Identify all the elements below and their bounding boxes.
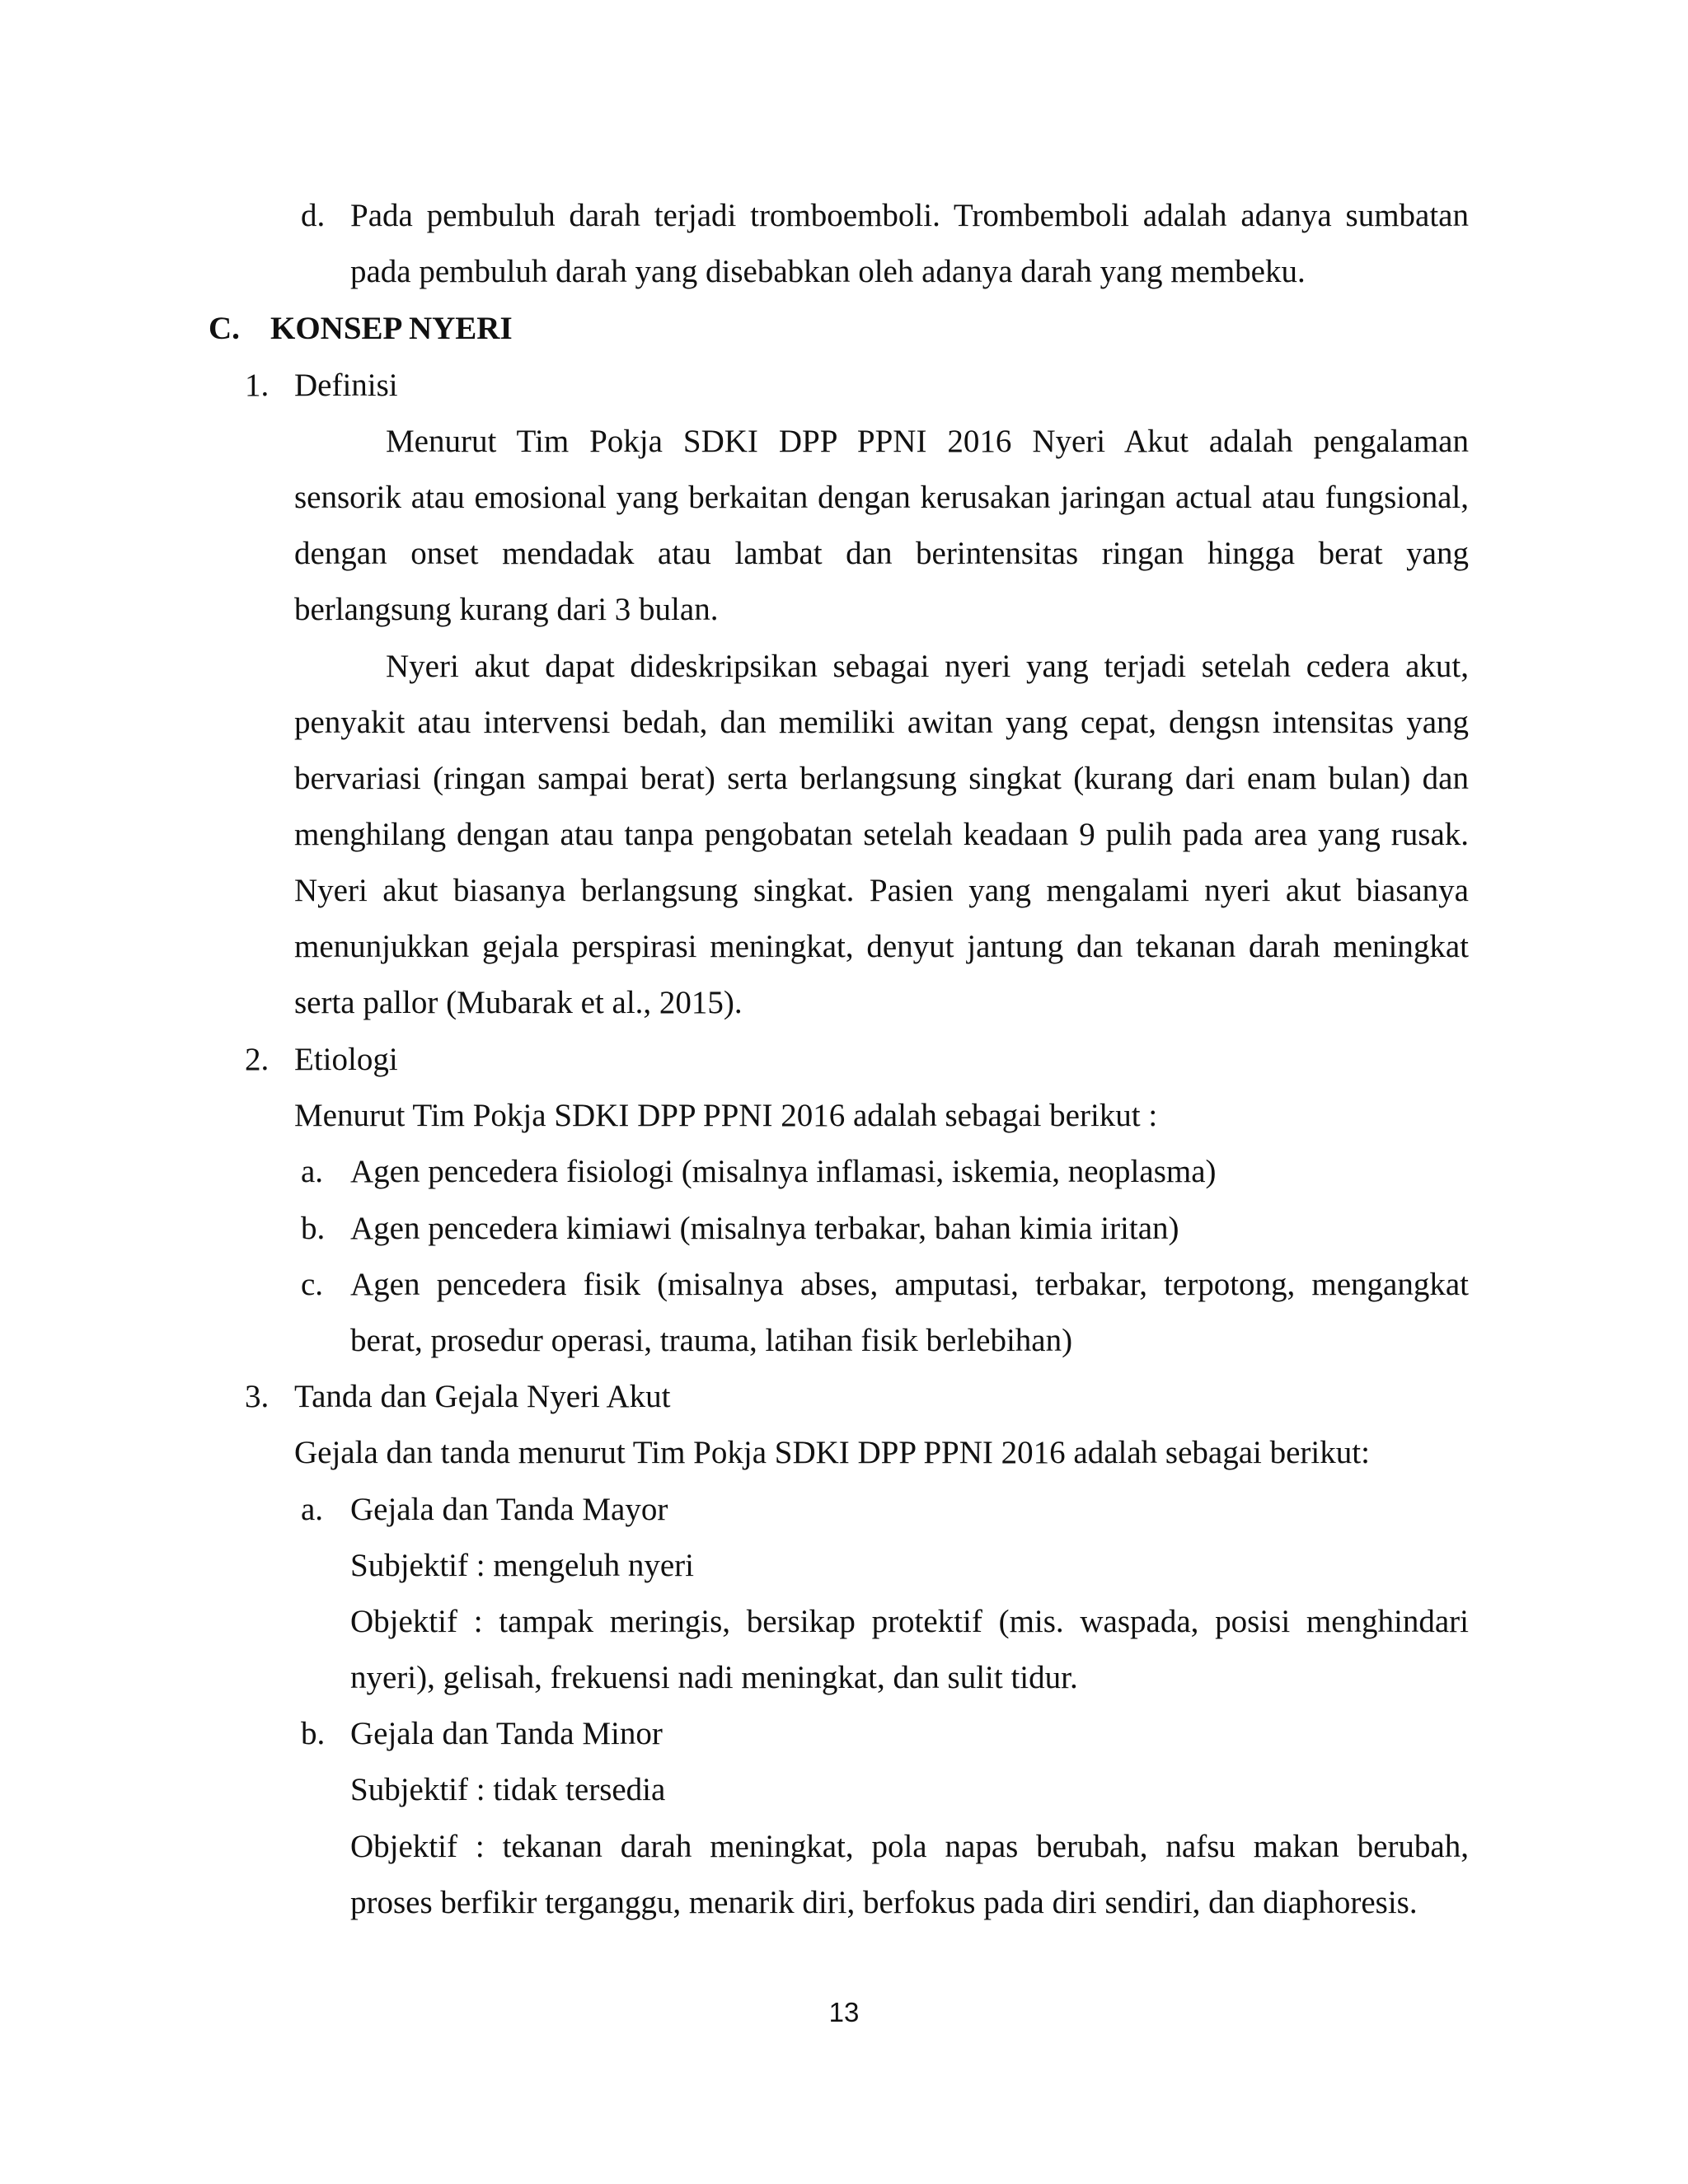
section-marker-c: C.: [209, 311, 240, 346]
subsection-title-definisi: Definisi: [294, 368, 398, 403]
mayor-objektif-line-1: Objektif : tampak meringis, bersikap protektif (mis. waspada, posisi menghindari: [350, 1604, 1469, 1639]
minor-objektif-line-1: Objektif : tekanan darah meningkat, pola napas berubah, nafsu makan berubah,: [350, 1829, 1469, 1864]
tanda-gejala-intro: Gejala dan tanda menurut Tim Pokja SDKI DPP PPNI 2016 adalah sebagai berikut:: [294, 1435, 1370, 1470]
definisi-para2-line-5: Nyeri akut biasanya berlangsung singkat. Pasien yang mengalami nyeri akut biasanya: [294, 873, 1469, 908]
definisi-para2-line-6: menunjukkan gejala perspirasi meningkat, denyut jantung dan tekanan darah meningkat: [294, 929, 1469, 964]
minor-title: Gejala dan Tanda Minor: [350, 1716, 663, 1751]
etiologi-intro: Menurut Tim Pokja SDKI DPP PPNI 2016 adalah sebagai berikut :: [294, 1098, 1158, 1133]
list-marker-a: a.: [301, 1154, 324, 1189]
definisi-para1-line-2: sensorik atau emosional yang berkaitan dengan kerusakan jaringan actual atau fungsional,: [294, 480, 1469, 515]
page-number: 13: [828, 1997, 860, 2027]
definisi-para2-line-4: menghilang dengan atau tanpa pengobatan setelah keadaan 9 pulih pada area yang rusak.: [294, 817, 1469, 852]
subsection-title-tanda-gejala: Tanda dan Gejala Nyeri Akut: [294, 1379, 671, 1414]
item-d-line-1: Pada pembuluh darah terjadi tromboemboli. Trombemboli adalah adanya sumbatan: [350, 198, 1469, 233]
list-marker-c: c.: [301, 1267, 324, 1302]
definisi-para2-line-7: serta pallor (Mubarak et al., 2015).: [294, 985, 743, 1020]
definisi-para2-line-2: penyakit atau intervensi bedah, dan memiliki awitan yang cepat, dengsn intensitas yang: [294, 705, 1469, 740]
list-marker-b: b.: [301, 1211, 326, 1246]
mayor-title: Gejala dan Tanda Mayor: [350, 1492, 668, 1527]
etiologi-item-c-line-1: Agen pencedera fisik (misalnya abses, amputasi, terbakar, terpotong, mengangkat: [350, 1267, 1469, 1302]
mayor-subjektif: Subjektif : mengeluh nyeri: [350, 1548, 695, 1583]
definisi-para1-line-4: berlangsung kurang dari 3 bulan.: [294, 592, 719, 627]
minor-objektif-line-2: proses berfikir terganggu, menarik diri, berfokus pada diri sendiri, dan diaphoresis.: [350, 1885, 1418, 1920]
etiologi-item-c-line-2: berat, prosedur operasi, trauma, latihan fisik berlebihan): [350, 1323, 1073, 1358]
list-marker-3: 3.: [245, 1379, 270, 1414]
list-marker-1: 1.: [245, 368, 270, 403]
list-marker-minor: b.: [301, 1716, 326, 1751]
definisi-para1-line-3: dengan onset mendadak atau lambat dan berintensitas ringan hingga berat yang: [294, 536, 1469, 571]
mayor-objektif-line-2: nyeri), gelisah, frekuensi nadi meningkat, dan sulit tidur.: [350, 1660, 1078, 1695]
item-d-line-2: pada pembuluh darah yang disebabkan oleh adanya darah yang membeku.: [350, 254, 1306, 289]
definisi-para2-line-3: bervariasi (ringan sampai berat) serta berlangsung singkat (kurang dari enam bulan) dan: [294, 761, 1469, 796]
list-marker-mayor: a.: [301, 1492, 324, 1527]
list-marker-2: 2.: [245, 1042, 270, 1077]
etiologi-item-a: Agen pencedera fisiologi (misalnya inflamasi, iskemia, neoplasma): [350, 1154, 1217, 1189]
etiologi-item-b: Agen pencedera kimiawi (misalnya terbakar, bahan kimia iritan): [350, 1211, 1179, 1246]
list-marker-d: d.: [301, 198, 326, 233]
minor-subjektif: Subjektif : tidak tersedia: [350, 1772, 666, 1807]
subsection-title-etiologi: Etiologi: [294, 1042, 398, 1077]
definisi-para1-line-1: Menurut Tim Pokja SDKI DPP PPNI 2016 Nyeri Akut adalah pengalaman: [386, 424, 1469, 459]
definisi-para2-line-1: Nyeri akut dapat dideskripsikan sebagai nyeri yang terjadi setelah cedera akut,: [386, 649, 1469, 684]
section-title: KONSEP NYERI: [270, 311, 513, 346]
